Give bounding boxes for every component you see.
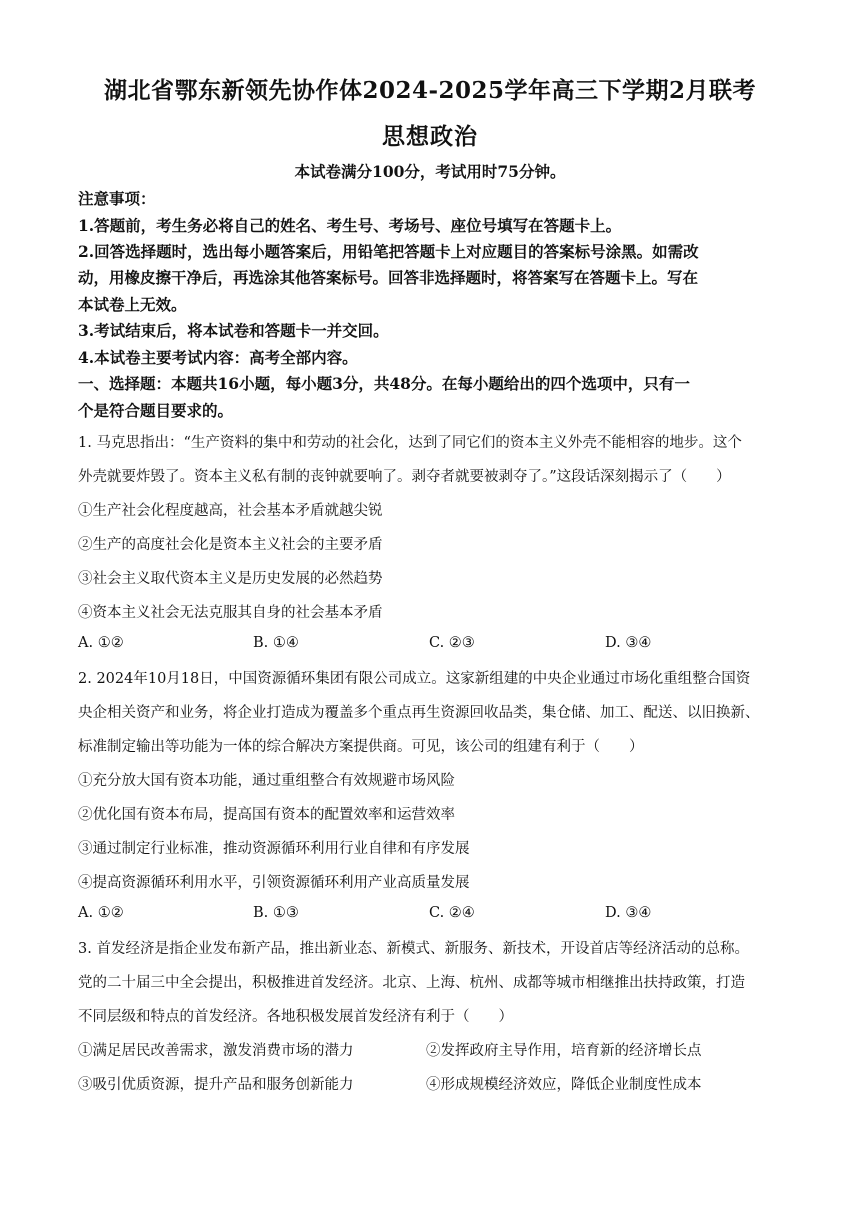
q2-stem: 标准制定输出等功能为一体的综合解决方案提供商。可见，该公司的组建有利于（ ） xyxy=(78,739,644,755)
q1-item: ④资本主义社会无法克服其自身的社会基本矛盾 xyxy=(78,605,383,621)
section-heading: 个是符合题目要求的。 xyxy=(78,401,234,420)
q1-choice-c: C. ②③ xyxy=(429,635,475,651)
q2-choice-c: C. ②④ xyxy=(429,905,475,921)
q2-item: ④提高资源循环利用水平，引领资源循环利用产业高质量发展 xyxy=(78,875,470,891)
q2-choice-a: A. ①② xyxy=(78,905,124,921)
q1-choice-a: A. ①② xyxy=(78,635,124,651)
q2-stem: 2. 2024年10月18日，中国资源循环集团有限公司成立。这家新组建的中央企业通过市场化重组整合国资 xyxy=(78,671,751,687)
exam-title: 湖北省鄂东新领先协作体2024-2025学年高三下学期2月联考 xyxy=(103,77,757,104)
q3-item: ④形成规模经济效应，降低企业制度性成本 xyxy=(426,1077,702,1093)
q1-item: ②生产的高度社会化是资本主义社会的主要矛盾 xyxy=(78,537,383,553)
q2-stem: 央企相关资产和业务，将企业打造成为覆盖多个重点再生资源回收品类，集仓储、加工、配送、以旧换新、 xyxy=(78,705,760,721)
q2-choice-b: B. ①③ xyxy=(253,905,299,921)
note-line: 动，用橡皮擦干净后，再选涂其他答案标号。回答非选择题时，将答案写在答题卡上。写在 xyxy=(78,268,699,287)
q2-item: ①充分放大国有资本功能，通过重组整合有效规避市场风险 xyxy=(78,773,455,789)
notes-heading: 注意事项： xyxy=(78,189,156,208)
q1-choice-d: D. ③④ xyxy=(605,635,652,651)
note-line: 3.考试结束后，将本试卷和答题卡一并交回。 xyxy=(78,321,389,340)
q1-stem: 1. 马克思指出：“生产资料的集中和劳动的社会化，达到了同它们的资本主义外壳不能相容的地步。这个 xyxy=(78,435,742,451)
exam-subject: 思想政治 xyxy=(382,123,478,150)
q3-stem: 不同层级和特点的首发经济。各地积极发展首发经济有利于（ ） xyxy=(78,1009,513,1025)
q2-choice-d: D. ③④ xyxy=(605,905,652,921)
q3-item: ③吸引优质资源，提升产品和服务创新能力 xyxy=(78,1077,354,1093)
q1-choice-b: B. ①④ xyxy=(253,635,299,651)
note-line: 4.本试卷主要考试内容：高考全部内容。 xyxy=(78,348,358,367)
q3-stem: 3. 首发经济是指企业发布新产品，推出新业态、新模式、新服务、新技术，开设首店等经济活动的总称。 xyxy=(78,941,749,957)
q3-item: ②发挥政府主导作用，培育新的经济增长点 xyxy=(426,1043,702,1059)
exam-info: 本试卷满分100分，考试用时75分钟。 xyxy=(294,162,566,181)
note-line: 本试卷上无效。 xyxy=(78,295,187,314)
note-line: 1.答题前，考生务必将自己的姓名、考生号、考场号、座位号填写在答题卡上。 xyxy=(78,216,622,235)
note-line: 2.回答选择题时，选出每小题答案后，用铅笔把答题卡上对应题目的答案标号涂黑。如需改 xyxy=(78,242,699,261)
q2-item: ③通过制定行业标准，推动资源循环利用行业自律和有序发展 xyxy=(78,841,470,857)
q2-item: ②优化国有资本布局，提高国有资本的配置效率和运营效率 xyxy=(78,807,455,823)
q1-stem: 外壳就要炸毁了。资本主义私有制的丧钟就要响了。剥夺者就要被剥夺了。”这段话深刻揭示了（ ） xyxy=(78,469,731,485)
q3-item: ①满足居民改善需求，激发消费市场的潜力 xyxy=(78,1043,354,1059)
q3-stem: 党的二十届三中全会提出，积极推进首发经济。北京、上海、杭州、成都等城市相继推出扶持政策，打造 xyxy=(78,975,745,991)
q1-item: ③社会主义取代资本主义是历史发展的必然趋势 xyxy=(78,571,383,587)
q1-item: ①生产社会化程度越高，社会基本矛盾就越尖锐 xyxy=(78,503,383,519)
section-heading: 一、选择题：本题共16小题，每小题3分，共48分。在每小题给出的四个选项中，只有一 xyxy=(78,374,690,393)
